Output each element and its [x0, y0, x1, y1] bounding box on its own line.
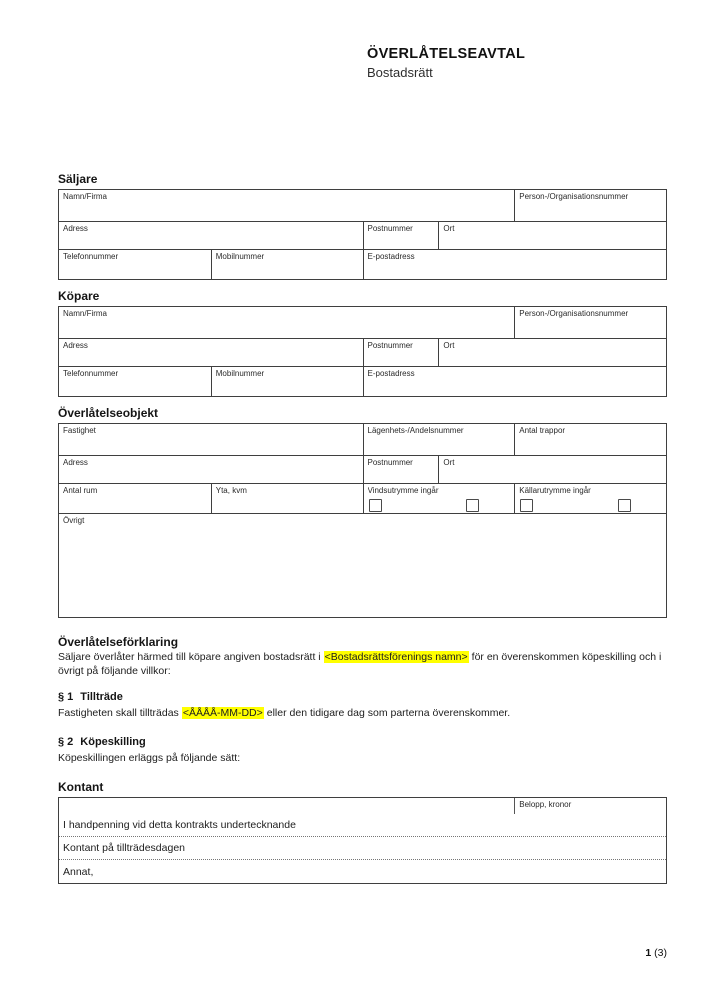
- buyer-address-label: Adress: [63, 341, 88, 350]
- document-subtitle: Bostadsrätt: [367, 65, 433, 80]
- amount-column-label: Belopp, kronor: [514, 798, 571, 814]
- page-number-current: 1: [645, 947, 652, 959]
- page-number: [0, 947, 667, 959]
- table-row: [59, 307, 666, 338]
- basement-yes-checkbox[interactable]: [520, 499, 533, 512]
- seller-name-field[interactable]: [59, 190, 514, 221]
- section2-paragraph: Köpeskillingen erläggs på följande sätt:: [58, 751, 241, 764]
- page-number-total: (3): [654, 947, 667, 959]
- object-table: [58, 423, 667, 618]
- table-row: [59, 221, 666, 249]
- table-row: [59, 483, 666, 513]
- object-unitnumber-field[interactable]: [363, 424, 515, 455]
- seller-mobile-field[interactable]: [211, 250, 363, 279]
- cash-row-downpayment[interactable]: [59, 814, 666, 837]
- declaration-text-before: Säljare överlåter härmed till köpare angiven bostadsrätt i: [58, 651, 321, 663]
- seller-city-label: Ort: [443, 224, 455, 233]
- section1-heading: [58, 691, 667, 705]
- buyer-phone-field[interactable]: [59, 367, 211, 396]
- declaration-text-after: för en överenskommen köpeskilling och i övrigt på följande villkor:: [58, 651, 662, 677]
- object-floors-field[interactable]: [514, 424, 666, 455]
- cash-row-other[interactable]: [59, 860, 666, 883]
- seller-table: [58, 189, 667, 280]
- table-row: [59, 513, 666, 617]
- object-other-label: Övrigt: [63, 516, 85, 525]
- seller-city-field[interactable]: [438, 222, 666, 249]
- object-property-label: Fastighet: [63, 426, 96, 435]
- basement-yes-group: [520, 499, 539, 512]
- object-heading: Överlåtelseobjekt: [58, 406, 159, 420]
- object-address-label: Adress: [63, 458, 88, 467]
- table-row: [59, 424, 666, 455]
- table-row: [59, 338, 666, 366]
- attic-yes-checkbox[interactable]: [369, 499, 382, 512]
- object-area-label: Yta, kvm: [215, 486, 247, 495]
- object-address-field[interactable]: [59, 456, 363, 483]
- object-basement-field: [514, 484, 666, 513]
- buyer-table: [58, 306, 667, 397]
- attic-no-group: [466, 499, 485, 512]
- section1-number: § 1: [58, 691, 74, 703]
- table-row: [59, 455, 666, 483]
- object-unitnumber-label: Lägenhets-/Andelsnummer: [367, 426, 464, 435]
- basement-no-checkbox[interactable]: [618, 499, 631, 512]
- buyer-email-label: E-postadress: [367, 369, 415, 378]
- buyer-name-field[interactable]: [59, 307, 514, 338]
- object-rooms-field[interactable]: [59, 484, 211, 513]
- cash-row-other-label: Annat,: [63, 865, 94, 878]
- table-row: [59, 190, 666, 221]
- seller-zip-label: Postnummer: [367, 224, 413, 233]
- table-row: [59, 249, 666, 279]
- section1-text-before: Fastigheten skall tillträdas: [58, 707, 179, 719]
- seller-address-label: Adress: [63, 224, 88, 233]
- seller-email-field[interactable]: [363, 250, 667, 279]
- buyer-zip-label: Postnummer: [367, 341, 413, 350]
- table-row: [59, 366, 666, 396]
- buyer-city-label: Ort: [443, 341, 455, 350]
- basement-no-group: [618, 499, 637, 512]
- buyer-email-field[interactable]: [363, 367, 667, 396]
- object-city-label: Ort: [443, 458, 455, 467]
- cash-table: [58, 797, 667, 884]
- cash-row-on-transfer-day-label: Kontant på tillträdesdagen: [63, 842, 186, 854]
- seller-zip-field[interactable]: [363, 222, 439, 249]
- object-zip-field[interactable]: [363, 456, 439, 483]
- object-rooms-label: Antal rum: [63, 486, 98, 495]
- object-floors-label: Antal trappor: [519, 426, 566, 435]
- object-attic-label: Vindsutrymme ingår: [367, 486, 439, 495]
- document-title: ÖVERLÅTELSEAVTAL: [367, 46, 526, 62]
- buyer-phone-label: Telefonnummer: [63, 369, 119, 378]
- object-other-field[interactable]: [59, 514, 666, 617]
- buyer-heading: Köpare: [58, 289, 100, 303]
- seller-address-field[interactable]: [59, 222, 363, 249]
- buyer-mobile-field[interactable]: [211, 367, 363, 396]
- object-basement-label: Källarutrymme ingår: [519, 486, 591, 495]
- cash-row-downpayment-label: I handpenning vid detta kontrakts undertecknande: [63, 819, 296, 831]
- form-content: [58, 172, 667, 884]
- title-block: [367, 46, 525, 80]
- attic-choice-row: [368, 499, 512, 512]
- cash-row-on-transfer-day[interactable]: [59, 837, 666, 860]
- seller-email-label: E-postadress: [367, 252, 415, 261]
- seller-name-label: Namn/Firma: [63, 192, 108, 201]
- declaration-paragraph: [58, 651, 667, 678]
- cash-table-header: [59, 798, 666, 814]
- seller-heading: Säljare: [58, 172, 98, 186]
- section1-text-after: eller den tidigare dag som parterna överenskommer.: [266, 707, 511, 719]
- declaration-heading: Överlåtelseförklaring: [58, 635, 179, 649]
- seller-orgnumber-label: Person-/Organisationsnummer: [519, 192, 629, 201]
- attic-no-checkbox[interactable]: [466, 499, 479, 512]
- seller-phone-field[interactable]: [59, 250, 211, 279]
- buyer-address-field[interactable]: [59, 339, 363, 366]
- cash-heading: Kontant: [58, 780, 104, 794]
- section1-paragraph: [58, 707, 667, 721]
- buyer-mobile-label: Mobilnummer: [215, 369, 265, 378]
- buyer-orgnumber-field[interactable]: [514, 307, 666, 338]
- buyer-zip-field[interactable]: [363, 339, 439, 366]
- section2-heading: [58, 736, 667, 750]
- buyer-name-label: Namn/Firma: [63, 309, 108, 318]
- object-city-field[interactable]: [438, 456, 666, 483]
- section1-title: Tillträde: [80, 691, 123, 703]
- buyer-orgnumber-label: Person-/Organisationsnummer: [519, 309, 629, 318]
- object-attic-field: [363, 484, 515, 513]
- transfer-date-placeholder: <ÅÅÅÅ-MM-DD>: [182, 707, 263, 719]
- object-zip-label: Postnummer: [367, 458, 413, 467]
- seller-orgnumber-field[interactable]: [514, 190, 666, 221]
- seller-phone-label: Telefonnummer: [63, 252, 119, 261]
- buyer-city-field[interactable]: [438, 339, 666, 366]
- seller-mobile-label: Mobilnummer: [215, 252, 265, 261]
- attic-yes-group: [369, 499, 388, 512]
- section2-title: Köpeskilling: [80, 735, 146, 748]
- object-area-field[interactable]: [211, 484, 363, 513]
- association-name-placeholder: <Bostadsrättsförenings namn>: [324, 651, 468, 663]
- object-property-field[interactable]: [59, 424, 363, 455]
- basement-choice-row: [519, 499, 663, 512]
- section2-number: § 2: [58, 735, 74, 748]
